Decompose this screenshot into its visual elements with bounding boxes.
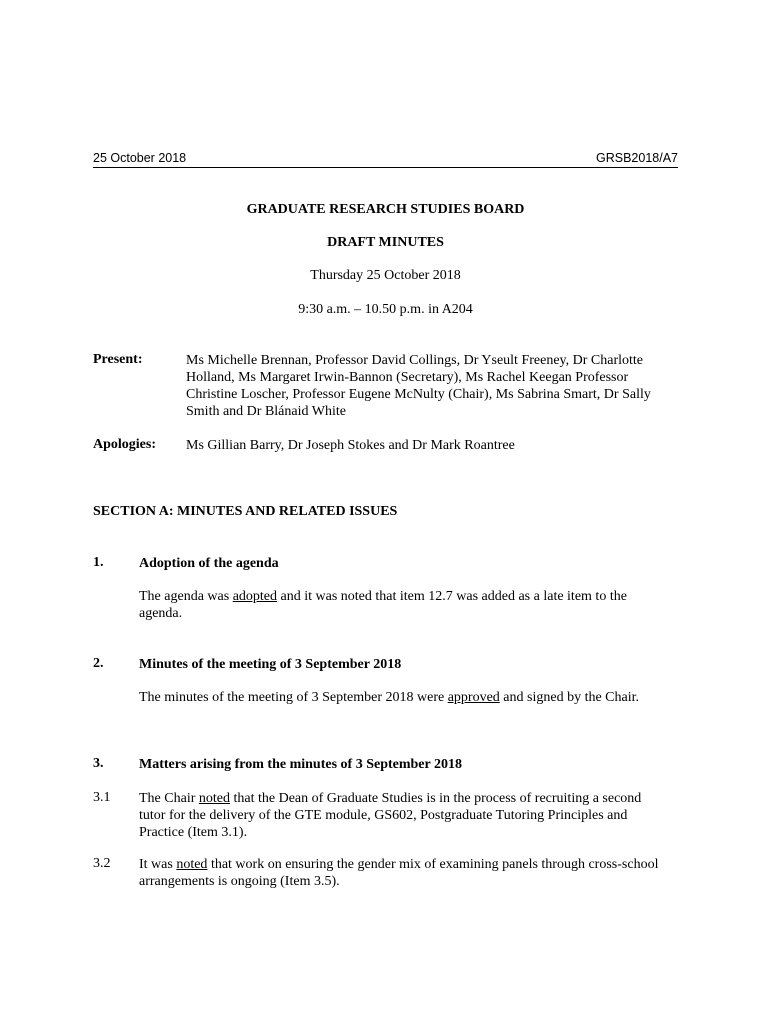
- item-3-1-text: The Chair noted that the Dean of Graduate Studies is in the process of recruiting a second tutor for the delivery of the GTE module, GS602, Postgraduate Tutoring Principles and Practice (Item 3.1).: [139, 791, 642, 840]
- present-list: Ms Michelle Brennan, Professor David Collings, Dr Yseult Freeney, Dr Charlotte Holland, Ms Margaret Irwin-Bannon (Secretary), Ms Rachel Keegan Professor Christine Loscher, Professor Eugene McNulty (Chair), Ms Sabrina Smart, Dr Sally Smith and Dr Blánaid White: [186, 353, 651, 419]
- item-1-text: The agenda was adopted and it was noted that item 12.7 was added as a late item to the agenda.: [139, 589, 627, 621]
- item-3-title: Matters arising from the minutes of 3 September 2018: [139, 757, 462, 772]
- section-a-heading: SECTION A: MINUTES AND RELATED ISSUES: [93, 504, 398, 519]
- decision-noted: noted: [198, 791, 230, 806]
- item-2-number: 2.: [93, 656, 104, 671]
- apologies-list: Ms Gillian Barry, Dr Joseph Stokes and Dr Mark Roantree: [186, 438, 515, 453]
- decision-approved: approved: [447, 690, 500, 705]
- decision-noted: noted: [176, 857, 208, 872]
- document-header: [93, 150, 678, 168]
- item-3-number: 3.: [93, 756, 104, 771]
- item-3-2-text: It was noted that work on ensuring the gender mix of examining panels through cross-school arrangements is ongoing (Item 3.5).: [139, 857, 659, 889]
- document-title: DRAFT MINUTES: [327, 235, 444, 250]
- meeting-time-location: 9:30 a.m. – 10.50 p.m. in A204: [298, 302, 473, 317]
- meeting-date: Thursday 25 October 2018: [310, 268, 461, 283]
- present-label: Present:: [93, 352, 143, 367]
- item-1-number: 1.: [93, 555, 104, 570]
- item-2-title: Minutes of the meeting of 3 September 2018: [139, 657, 402, 672]
- item-3-1-number: 3.1: [93, 790, 111, 805]
- item-1-title: Adoption of the agenda: [139, 556, 279, 571]
- header-reference: GRSB2018/A7: [596, 151, 678, 165]
- header-date: 25 October 2018: [93, 151, 187, 165]
- board-title: GRADUATE RESEARCH STUDIES BOARD: [246, 202, 525, 217]
- apologies-label: Apologies:: [93, 437, 156, 452]
- item-3-2-number: 3.2: [93, 856, 111, 871]
- decision-adopted: adopted: [232, 589, 278, 604]
- item-2-text: The minutes of the meeting of 3 September 2018 were approved and signed by the Chair.: [139, 690, 639, 705]
